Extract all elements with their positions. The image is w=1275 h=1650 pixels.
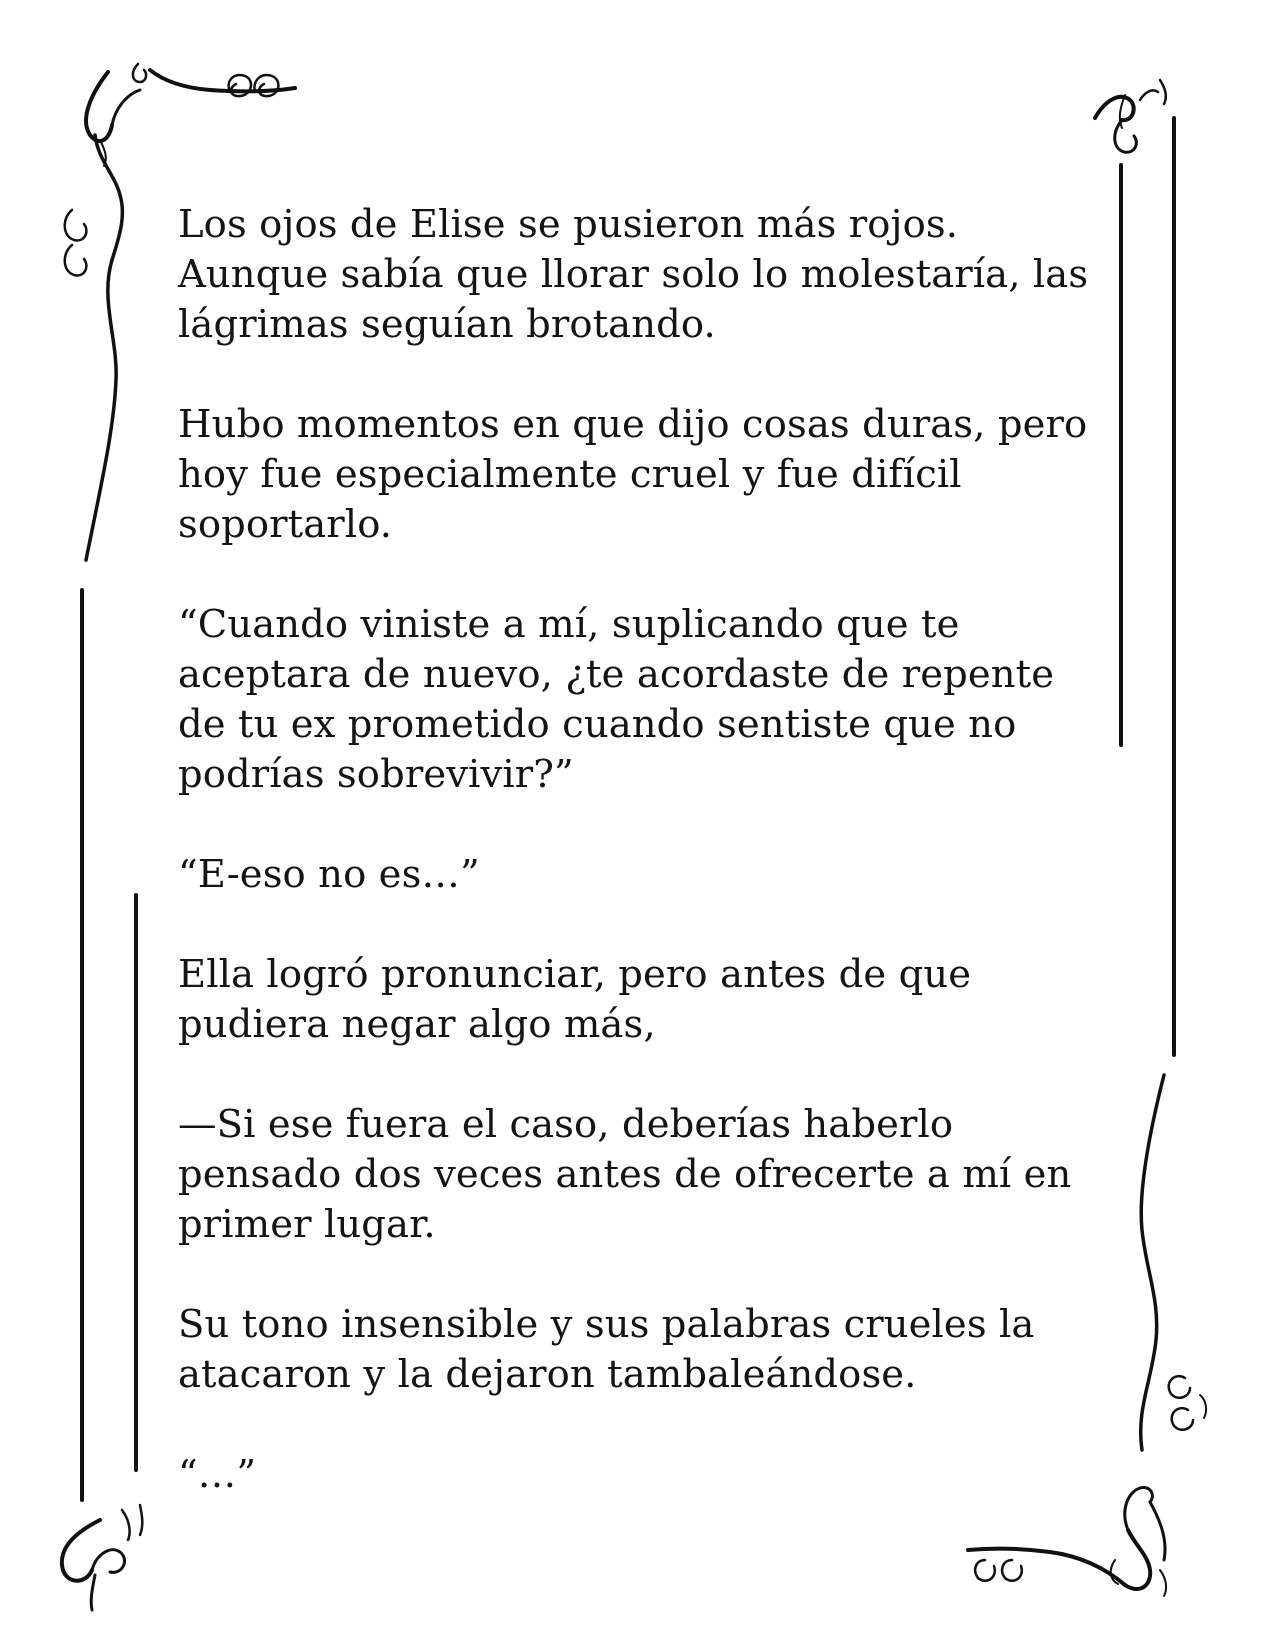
paragraph: Hubo momentos en que dijo cosas duras, pero hoy fue especialmente cruel y fue difícil soportarlo.	[178, 402, 1088, 547]
paragraph: “…”	[178, 1452, 257, 1497]
right-curve-flourish-icon	[1141, 1075, 1206, 1450]
bottom-right-flourish-icon	[968, 1487, 1166, 1596]
paragraph: Los ojos de Elise se pusieron más rojos. Aunque sabía que llorar solo lo molestaría, las lágrimas seguían brotando.	[178, 202, 1089, 347]
paragraph: Su tono insensible y sus palabras crueles la atacaron y la dejaron tambaleándose.	[178, 1302, 1035, 1397]
story-text	[178, 200, 1108, 1500]
paragraph: “Cuando viniste a mí, suplicando que te aceptara de nuevo, ¿te acordaste de repente de tu ex prometido cuando sentiste que no podrías sobrevivir?”	[178, 602, 1055, 797]
left-border-lines-icon	[82, 590, 136, 1500]
paragraph: —Si ese fuera el caso, deberías haberlo pensado dos veces antes de ofrecerte a mí en primer lugar.	[178, 1102, 1072, 1247]
paragraph: “E-eso no es…”	[178, 852, 480, 897]
paragraph: Ella logró pronunciar, pero antes de que pudiera negar algo más,	[178, 952, 972, 1047]
bottom-left-flourish-icon	[62, 1505, 142, 1610]
